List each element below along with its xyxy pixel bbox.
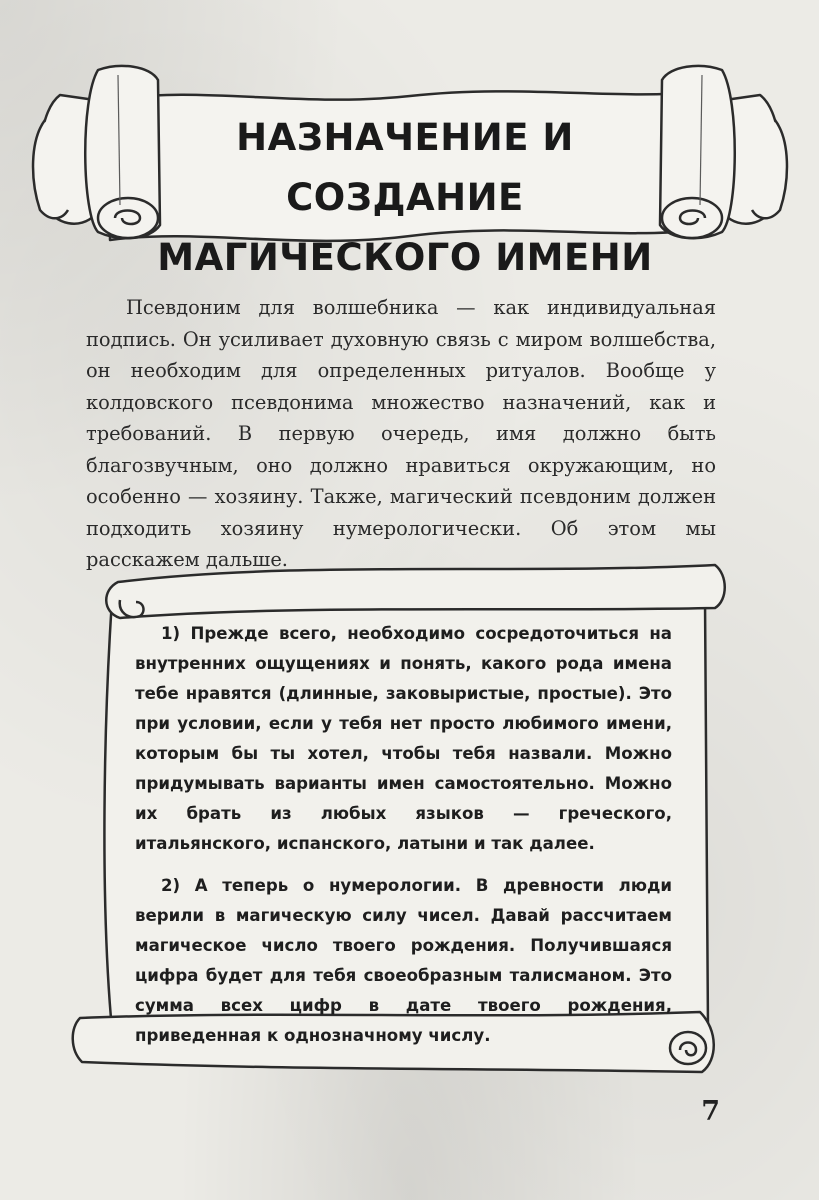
step-2-text: 2) А теперь о нумерологии. В древности люди верили в магическую силу чисел. Давай рассчитаем магическое число твоего рождения. Получившаяся цифра будет для тебя своеобразным талисманом. Это сумма всех цифр в дате твоего рождения, приведенная к однозначному числу. <box>135 876 672 1045</box>
title-line-1: НАЗНАЧЕНИЕ И СОЗДАНИЕ <box>236 116 574 219</box>
intro-paragraph: Псевдоним для волшебника — как индивидуальная подпись. Он усиливает духовную связь с миром волшебства, он необходим для определенных ритуалов. Вообще у колдовского псевдонима множество назначений, как и требований. В первую очередь, имя должно быть благозвучным, оно должно нравиться окружающим, но особенно — хозяину. Также, магический псевдоним должен подходить хозяину нумерологически. Об этом мы расскажем дальше. <box>86 296 716 571</box>
step-1-text: 1) Прежде всего, необходимо сосредоточиться на внутренних ощущениях и понять, какого рода имена тебе нравятся (длинные, заковыристые, простые). Это при условии, если у тебя нет просто любимого имени, которым бы ты хотел, чтобы тебя назвали. Можно придумывать варианты имен самостоятельно. Можно их брать из любых языков — греческого, итальянского, испанского, латыни и так далее. <box>135 624 672 853</box>
title-line-2: МАГИЧЕСКОГО ИМЕНИ <box>157 236 653 279</box>
page-number: 7 <box>701 1096 720 1127</box>
